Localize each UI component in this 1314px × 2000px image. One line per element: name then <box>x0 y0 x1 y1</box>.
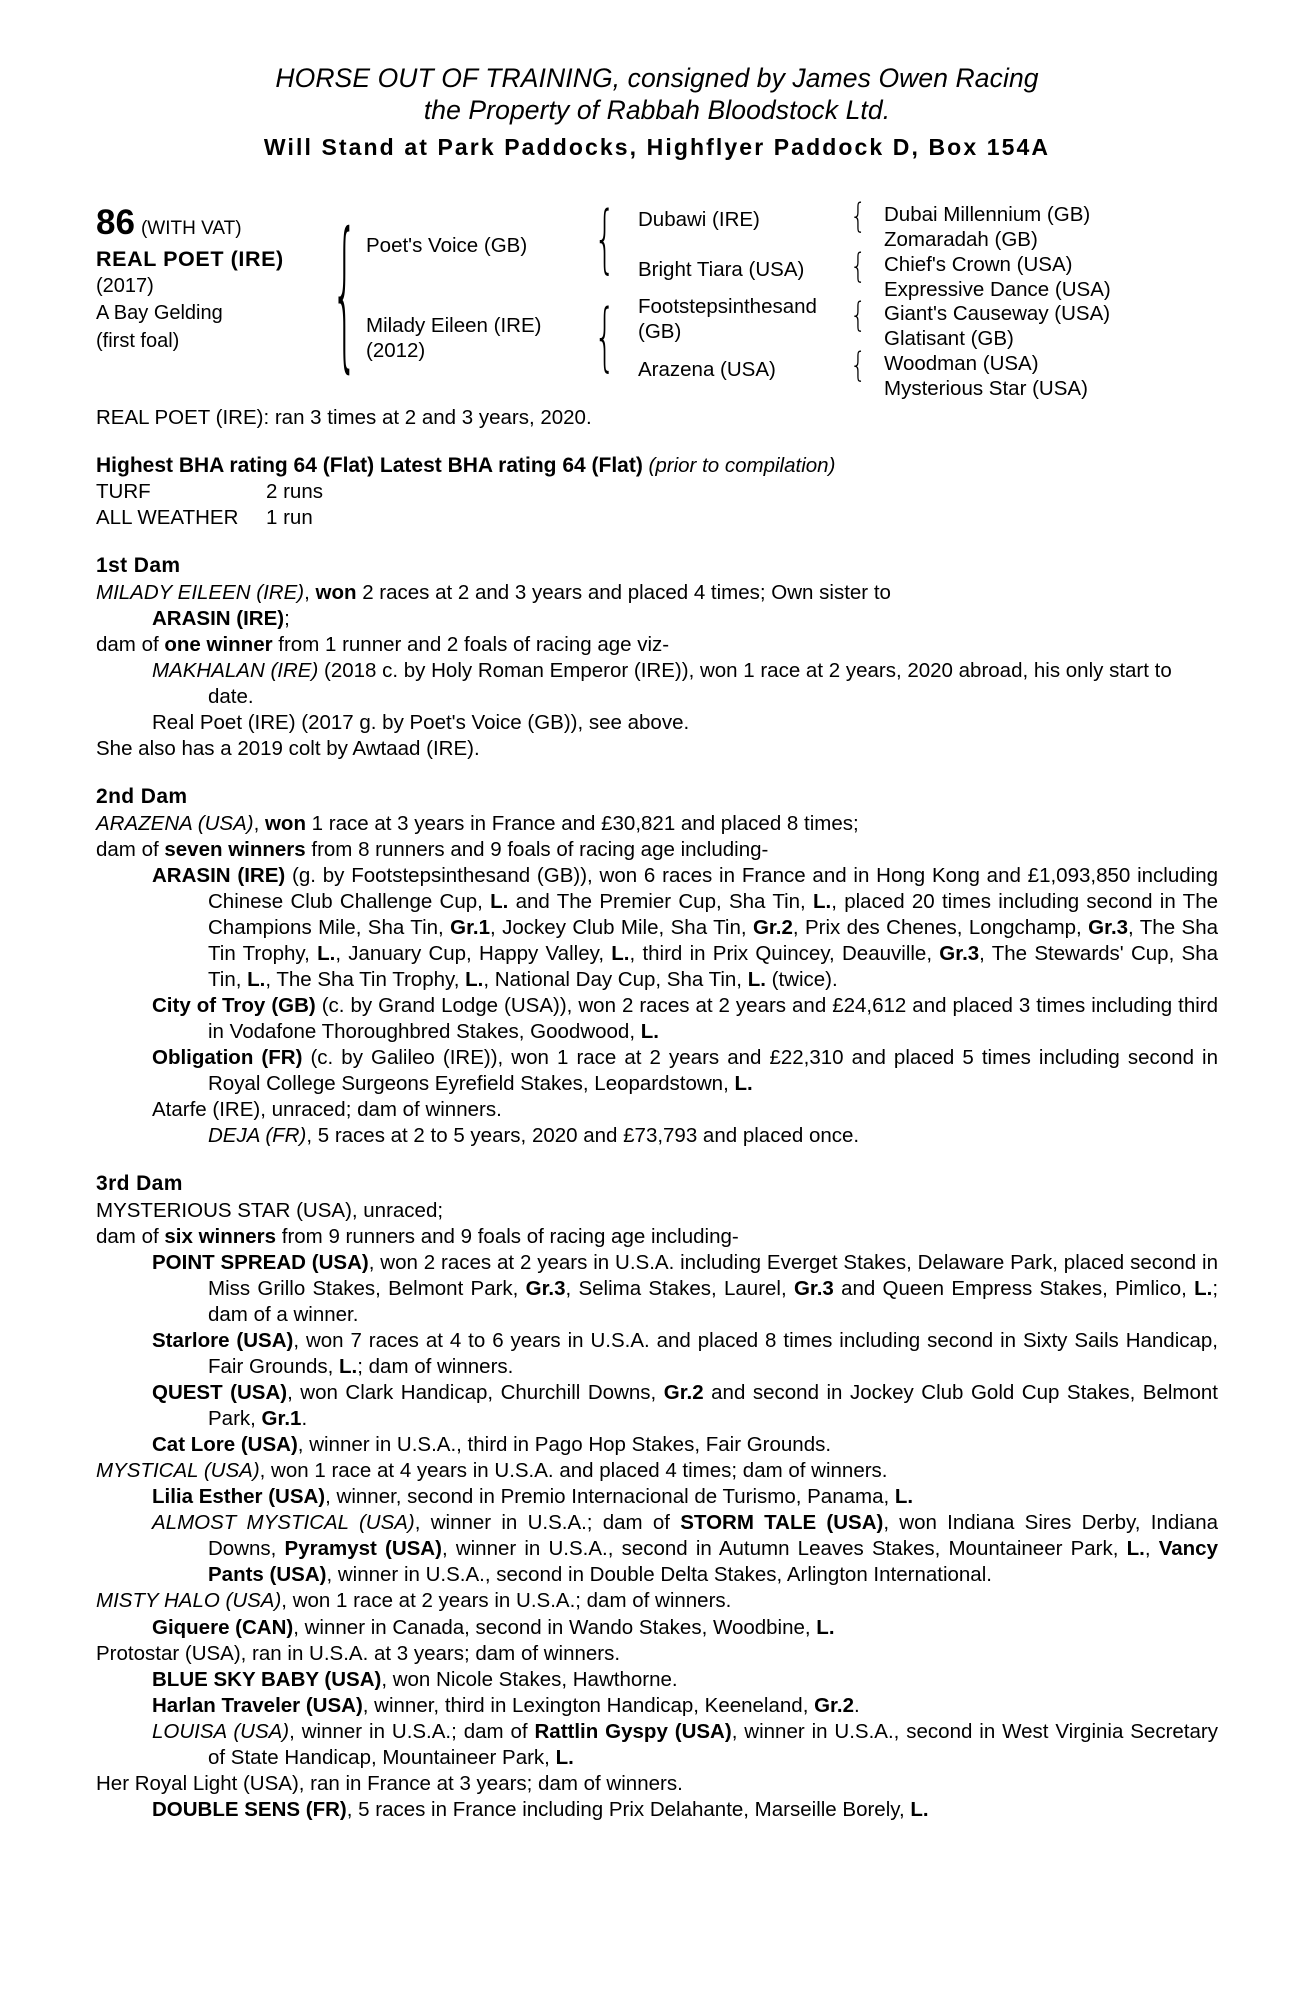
lot-heading <box>96 202 332 242</box>
gg-1: Dubai Millennium (GB) <box>884 202 1091 226</box>
dam2-entry-atarfe: Atarfe (IRE), unraced; dam of winners. <box>152 1098 502 1122</box>
runs-row <box>96 505 1218 531</box>
sire-dam-name: Bright Tiara (USA) <box>638 257 805 281</box>
pedigree-brace-level1: { <box>331 195 359 388</box>
dam-year: (2012) <box>366 338 426 362</box>
dam3-entry-giquere: Giquere (CAN), winner in Canada, second in Wando Stakes, Woodbine, L. <box>152 1615 835 1639</box>
race-record-line: REAL POET (IRE): ran 3 times at 2 and 3 years, 2020. <box>96 405 592 429</box>
dam-dam-name: Arazena (USA) <box>638 357 776 381</box>
dam3-entry-mystical: MYSTICAL (USA), won 1 race at 4 years in U.S.A. and placed 4 times; dam of winners. <box>96 1459 888 1483</box>
section-heading-2nd-dam: 2nd Dam <box>96 785 188 809</box>
dam1-entry-makhalan: MAKHALAN (IRE) (2018 c. by Holy Roman Emperor (IRE)), won 1 race at 2 years, 2020 abroad, his only start to date. <box>152 659 1172 709</box>
section-heading-3rd-dam: 3rd Dam <box>96 1172 183 1196</box>
lot-details <box>96 197 332 355</box>
lot-number: 86 <box>96 202 135 242</box>
pedigree-brace-sire: { <box>594 197 616 283</box>
dam3-entry-quest: QUEST (USA), won Clark Handicap, Churchill Downs, Gr.2 and second in Jockey Club Gold Cup Stakes, Belmont Park, Gr.1. <box>152 1381 1219 1431</box>
sire-sire-name: Dubawi (IRE) <box>638 207 760 231</box>
header-location-line: Will Stand at Park Paddocks, Highflyer Paddock D, Box 154A <box>263 133 1051 160</box>
dam3-line-1: MYSTERIOUS STAR (USA), unraced; <box>96 1199 444 1222</box>
rating-italic-note: (prior to compilation) <box>648 453 836 477</box>
dam3-entry-double-sens: DOUBLE SENS (FR), 5 races in France including Prix Delahante, Marseille Borely, L. <box>152 1797 929 1821</box>
page-header <box>96 62 1218 161</box>
pedigree-brace-dam: { <box>594 295 616 381</box>
horse-name: REAL POET (IRE) <box>96 246 284 271</box>
dam-name: Milady Eileen (IRE) <box>366 313 542 337</box>
pedigree-brace-gp3: { <box>850 294 867 335</box>
runs-surface: TURF <box>96 480 151 504</box>
gg-4: Expressive Dance (USA) <box>884 277 1111 301</box>
dam3-entry-cat-lore: Cat Lore (USA), winner in U.S.A., third in Pago Hop Stakes, Fair Grounds. <box>152 1433 832 1457</box>
dam3-entry-misty-halo: MISTY HALO (USA), won 1 race at 2 years in U.S.A.; dam of winners. <box>96 1589 732 1613</box>
pedigree-grandparents <box>620 197 870 387</box>
runs-row <box>96 479 1218 505</box>
dam2-line-2: dam of seven winners from 8 runners and 9 foals of racing age including- <box>96 837 769 861</box>
horse-description: A Bay Gelding <box>96 302 223 325</box>
pedigree-block <box>96 195 1218 400</box>
dam1-line-also: She also has a 2019 colt by Awtaad (IRE). <box>96 737 480 761</box>
gg-3: Chief's Crown (USA) <box>884 252 1073 276</box>
dam3-entry-her-royal-light: Her Royal Light (USA), ran in France at 3 years; dam of winners. <box>96 1771 683 1795</box>
horse-foal-note: (first foal) <box>96 329 180 352</box>
dam2-line-1: ARAZENA (USA), won 1 race at 3 years in France and £30,821 and placed 8 times; <box>96 811 859 835</box>
dam3-line-2: dam of six winners from 9 runners and 9 foals of racing age including- <box>96 1225 739 1249</box>
gg-5: Giant's Causeway (USA) <box>884 301 1111 325</box>
sire-name: Poet's Voice (GB) <box>366 233 528 257</box>
pedigree-brace-gp1: { <box>850 195 867 236</box>
dam3-entry-harlan-traveler: Harlan Traveler (USA), winner, third in Lexington Handicap, Keeneland, Gr.2. <box>152 1693 860 1717</box>
section-heading-1st-dam: 1st Dam <box>96 554 181 578</box>
dam2-entry-deja: DEJA (FR), 5 races at 2 to 5 years, 2020 and £73,793 and placed once. <box>208 1124 860 1148</box>
dam3-entry-blue-sky-baby: BLUE SKY BABY (USA), won Nicole Stakes, Hawthorne. <box>152 1667 678 1691</box>
dam-sire-name: Footstepsinthesand <box>638 294 817 318</box>
catalogue-body <box>96 405 1218 1823</box>
dam2-entry-city-of-troy: City of Troy (GB) (c. by Grand Lodge (USA)), won 2 races at 2 years and £24,612 and placed 3 times including third in Vodafone Thoroughbred Stakes, Goodwood, L. <box>152 994 1219 1044</box>
dam3-entry-louisa: LOUISA (USA), winner in U.S.A.; dam of Rattlin Gyspy (USA), winner in U.S.A., second in West Virginia Secretary of State Handicap, Mountaineer Park, L. <box>152 1719 1218 1769</box>
gg-8: Mysterious Star (USA) <box>884 376 1088 400</box>
pedigree-great-grandparents <box>870 197 1218 400</box>
dam3-entry-point-spread: POINT SPREAD (USA), won 2 races at 2 years in U.S.A. including Everget Stakes, Delaware Park, placed second in Miss Grillo Stakes, Belmont Park, Gr.3, Selima Stakes, Laurel, Gr.3 and Queen Empress Stakes, Pimlico, L.; dam of a winner. <box>152 1251 1219 1327</box>
runs-count: 1 run <box>266 506 313 530</box>
gg-2: Zomaradah (GB) <box>884 227 1038 251</box>
dam3-entry-lilia-esther: Lilia Esther (USA), winner, second in Premio Internacional de Turismo, Panama, L. <box>152 1485 914 1509</box>
runs-count: 2 runs <box>266 480 323 504</box>
pedigree-brace-gp4: { <box>850 344 867 385</box>
vat-note: (WITH VAT) <box>140 217 242 239</box>
runs-surface: ALL WEATHER <box>96 506 239 530</box>
header-consignor-line: HORSE OUT OF TRAINING, consigned by James Owen Racing <box>275 63 1039 93</box>
gg-7: Woodman (USA) <box>884 351 1039 375</box>
dam2-entry-obligation: Obligation (FR) (c. by Galileo (IRE)), won 1 race at 2 years and £22,310 and placed 5 times including second in Royal College Surgeons Eyrefield Stakes, Leopardstown, L. <box>152 1046 1219 1096</box>
dam1-entry-real-poet: Real Poet (IRE) (2017 g. by Poet's Voice (GB)), see above. <box>152 711 690 735</box>
dam1-line-2: ARASIN (IRE); <box>152 607 290 631</box>
dam1-line-3: dam of one winner from 1 runner and 2 foals of racing age viz- <box>96 633 670 657</box>
horse-year: (2017) <box>96 274 154 297</box>
runs-table <box>96 479 1218 531</box>
dam3-entry-almost-mystical: ALMOST MYSTICAL (USA), winner in U.S.A.; dam of STORM TALE (USA), won Indiana Sires Derby, Indiana Downs, Pyramyst (USA), winner in U.S.A., second in Autumn Leaves Stakes, Mountaineer Park, L., Vancy Pants (USA), winner in U.S.A., second in Double Delta Stakes, Arlington International. <box>152 1511 1219 1587</box>
pedigree-parents <box>358 197 620 387</box>
dam3-entry-starlore: Starlore (USA), won 7 races at 4 to 6 years in U.S.A. and placed 8 times including second in Sixty Sails Handicap, Fair Grounds, L.; dam of winners. <box>152 1329 1219 1379</box>
dam1-line-1: MILADY EILEEN (IRE), won 2 races at 2 and 3 years and placed 4 times; Own sister to <box>96 581 891 605</box>
header-property-line: the Property of Rabbah Bloodstock Ltd. <box>423 95 891 126</box>
rating-line <box>96 453 1218 480</box>
dam2-entry-arasin: ARASIN (IRE) (g. by Footstepsinthesand (GB)), won 6 races in France and in Hong Kong and £1,093,850 including Chinese Club Challenge Cup, L. and The Premier Cup, Sha Tin, L., placed 20 times including second in The Champions Mile, Sha Tin, Gr.1, Jockey Club Mile, Sha Tin, Gr.2, Prix des Chenes, Longchamp, Gr.3, The Sha Tin Trophy, L., January Cup, Happy Valley, L., third in Prix Quincey, Deauville, Gr.3, The Stewards' Cup, Sha Tin, L., The Sha Tin Trophy, L., National Day Cup, Sha Tin, L. (twice). <box>152 864 1218 992</box>
dam3-entry-protostar: Protostar (USA), ran in U.S.A. at 3 years; dam of winners. <box>96 1641 621 1665</box>
pedigree-brace-gp2: { <box>850 245 867 286</box>
dam-sire-name-cont: (GB) <box>638 319 682 343</box>
gg-6: Glatisant (GB) <box>884 326 1014 350</box>
rating-bold-text: Highest BHA rating 64 (Flat) Latest BHA rating 64 (Flat) <box>96 453 643 477</box>
